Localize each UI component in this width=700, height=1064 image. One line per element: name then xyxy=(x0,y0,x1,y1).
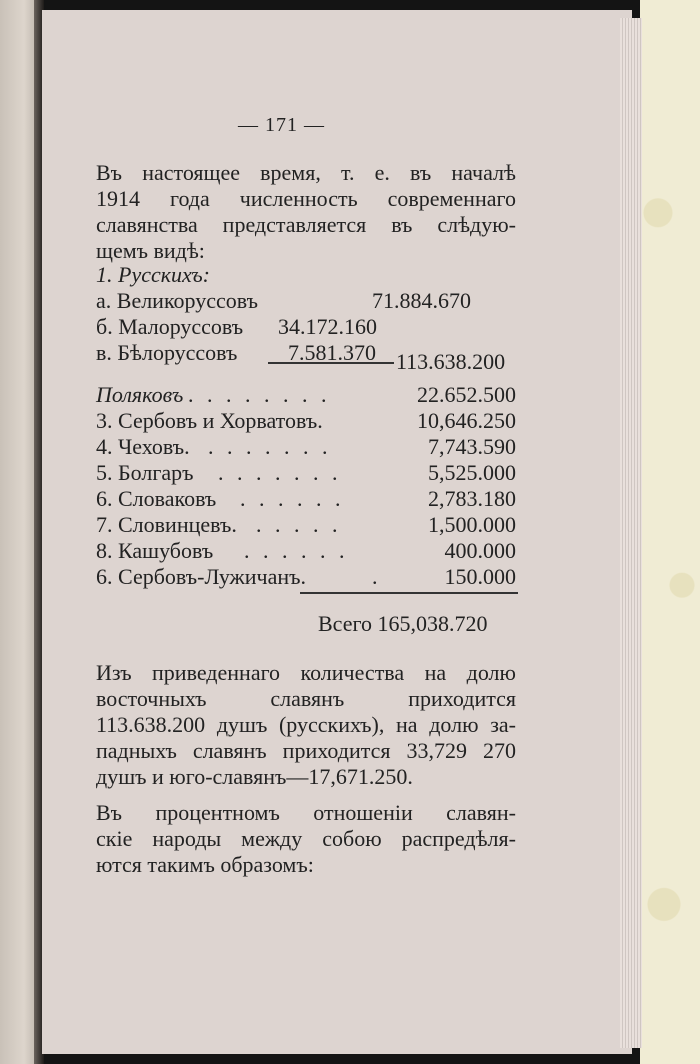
paragraph-two xyxy=(96,660,516,790)
word: Въ xyxy=(96,800,123,825)
word: долю xyxy=(466,660,516,685)
intro-line xyxy=(96,160,516,186)
word: приведеннаго xyxy=(152,660,281,685)
russians-row: в. Бѣлоруссовъ 7.581.370 xyxy=(96,340,376,365)
russians-row: б. Малоруссовъ 34.172.160 xyxy=(96,314,377,339)
paragraph-line xyxy=(96,800,516,826)
word: славянства xyxy=(96,212,198,237)
word: 1914 xyxy=(96,186,140,211)
word: время, xyxy=(260,160,321,185)
word: душъ xyxy=(216,712,268,737)
word: года xyxy=(169,186,210,211)
word: распредѣля- xyxy=(401,826,516,851)
page-number: — 171 — xyxy=(238,114,325,136)
intro-paragraph xyxy=(96,160,516,264)
word: между xyxy=(241,826,303,851)
russians-row: а. Великоруссовъ 71.884.670 xyxy=(96,288,471,313)
russians-subtotal: 113.638.200 xyxy=(396,349,506,374)
word: настоящее xyxy=(142,160,240,185)
word: славянъ xyxy=(192,738,267,763)
nation-row: 6. Словаковъ . . . . . . 2,783.180 xyxy=(96,486,516,511)
page-edges xyxy=(620,18,642,1048)
book-cover-edge xyxy=(640,0,700,1064)
word: т. xyxy=(340,160,355,185)
word: 33,729 xyxy=(406,738,467,763)
word: отношеніи xyxy=(313,800,413,825)
paragraph-line xyxy=(96,686,516,712)
paragraph-line xyxy=(96,826,516,852)
word: славян- xyxy=(446,800,516,825)
word: слѣдую- xyxy=(437,212,516,237)
paragraph-line: ются такимъ образомъ: xyxy=(96,852,314,877)
nation-row: 3. Сербовъ и Хорватовъ. 10,646.250 xyxy=(96,408,516,433)
word: 113.638.200 xyxy=(96,712,206,737)
word: (русскихъ), xyxy=(278,712,385,737)
word: скіе xyxy=(96,826,133,851)
word: началѣ xyxy=(451,160,516,185)
word: падныхъ xyxy=(96,738,177,763)
intro-line: щемъ видѣ: xyxy=(96,238,205,263)
word: приходится xyxy=(408,686,516,711)
intro-line xyxy=(96,186,516,212)
subtotal-underline xyxy=(268,362,394,364)
nation-row: 4. Чеховъ. . . . . . . . 7,743.590 xyxy=(96,434,516,459)
word: процентномъ xyxy=(155,800,280,825)
word: восточныхъ xyxy=(96,686,207,711)
word: на xyxy=(396,712,418,737)
word: современнаго xyxy=(387,186,516,211)
word: въ xyxy=(391,212,413,237)
paragraph-line: душъ и юго-славянъ—17,671.250. xyxy=(96,764,413,789)
word: долю xyxy=(429,712,479,737)
total-rule xyxy=(300,592,518,594)
nation-row: 5. Болгаръ . . . . . . . 5,525.000 xyxy=(96,460,516,485)
paragraph-line xyxy=(96,738,516,764)
word: въ xyxy=(410,160,432,185)
paragraph-line xyxy=(96,712,516,738)
word: представляется xyxy=(222,212,367,237)
nation-row: Поляковъ . . . . . . . . 22.652.500 xyxy=(96,382,516,407)
grand-total: Всего 165,038.720 xyxy=(318,611,488,636)
nation-row: 8. Кашубовъ . . . . . . 400.000 xyxy=(96,538,516,563)
word: народы xyxy=(152,826,222,851)
russians-header: 1. Русскихъ: xyxy=(96,262,210,287)
paragraph-line xyxy=(96,660,516,686)
word: Изъ xyxy=(96,660,132,685)
word: за- xyxy=(490,712,516,737)
intro-line xyxy=(96,212,516,238)
nation-row: 7. Словинцевъ. . . . . . 1,500.000 xyxy=(96,512,516,537)
nation-row: 6. Сербовъ-Лужичанъ. . 150.000 xyxy=(96,564,516,589)
word: 270 xyxy=(482,738,516,763)
word: собою xyxy=(322,826,382,851)
word: е. xyxy=(374,160,390,185)
word: славянъ xyxy=(270,686,345,711)
word: количества xyxy=(300,660,405,685)
word: Въ xyxy=(96,160,123,185)
word: численность xyxy=(239,186,358,211)
word: на xyxy=(424,660,447,685)
word: приходится xyxy=(282,738,391,763)
paragraph-three xyxy=(96,800,516,878)
